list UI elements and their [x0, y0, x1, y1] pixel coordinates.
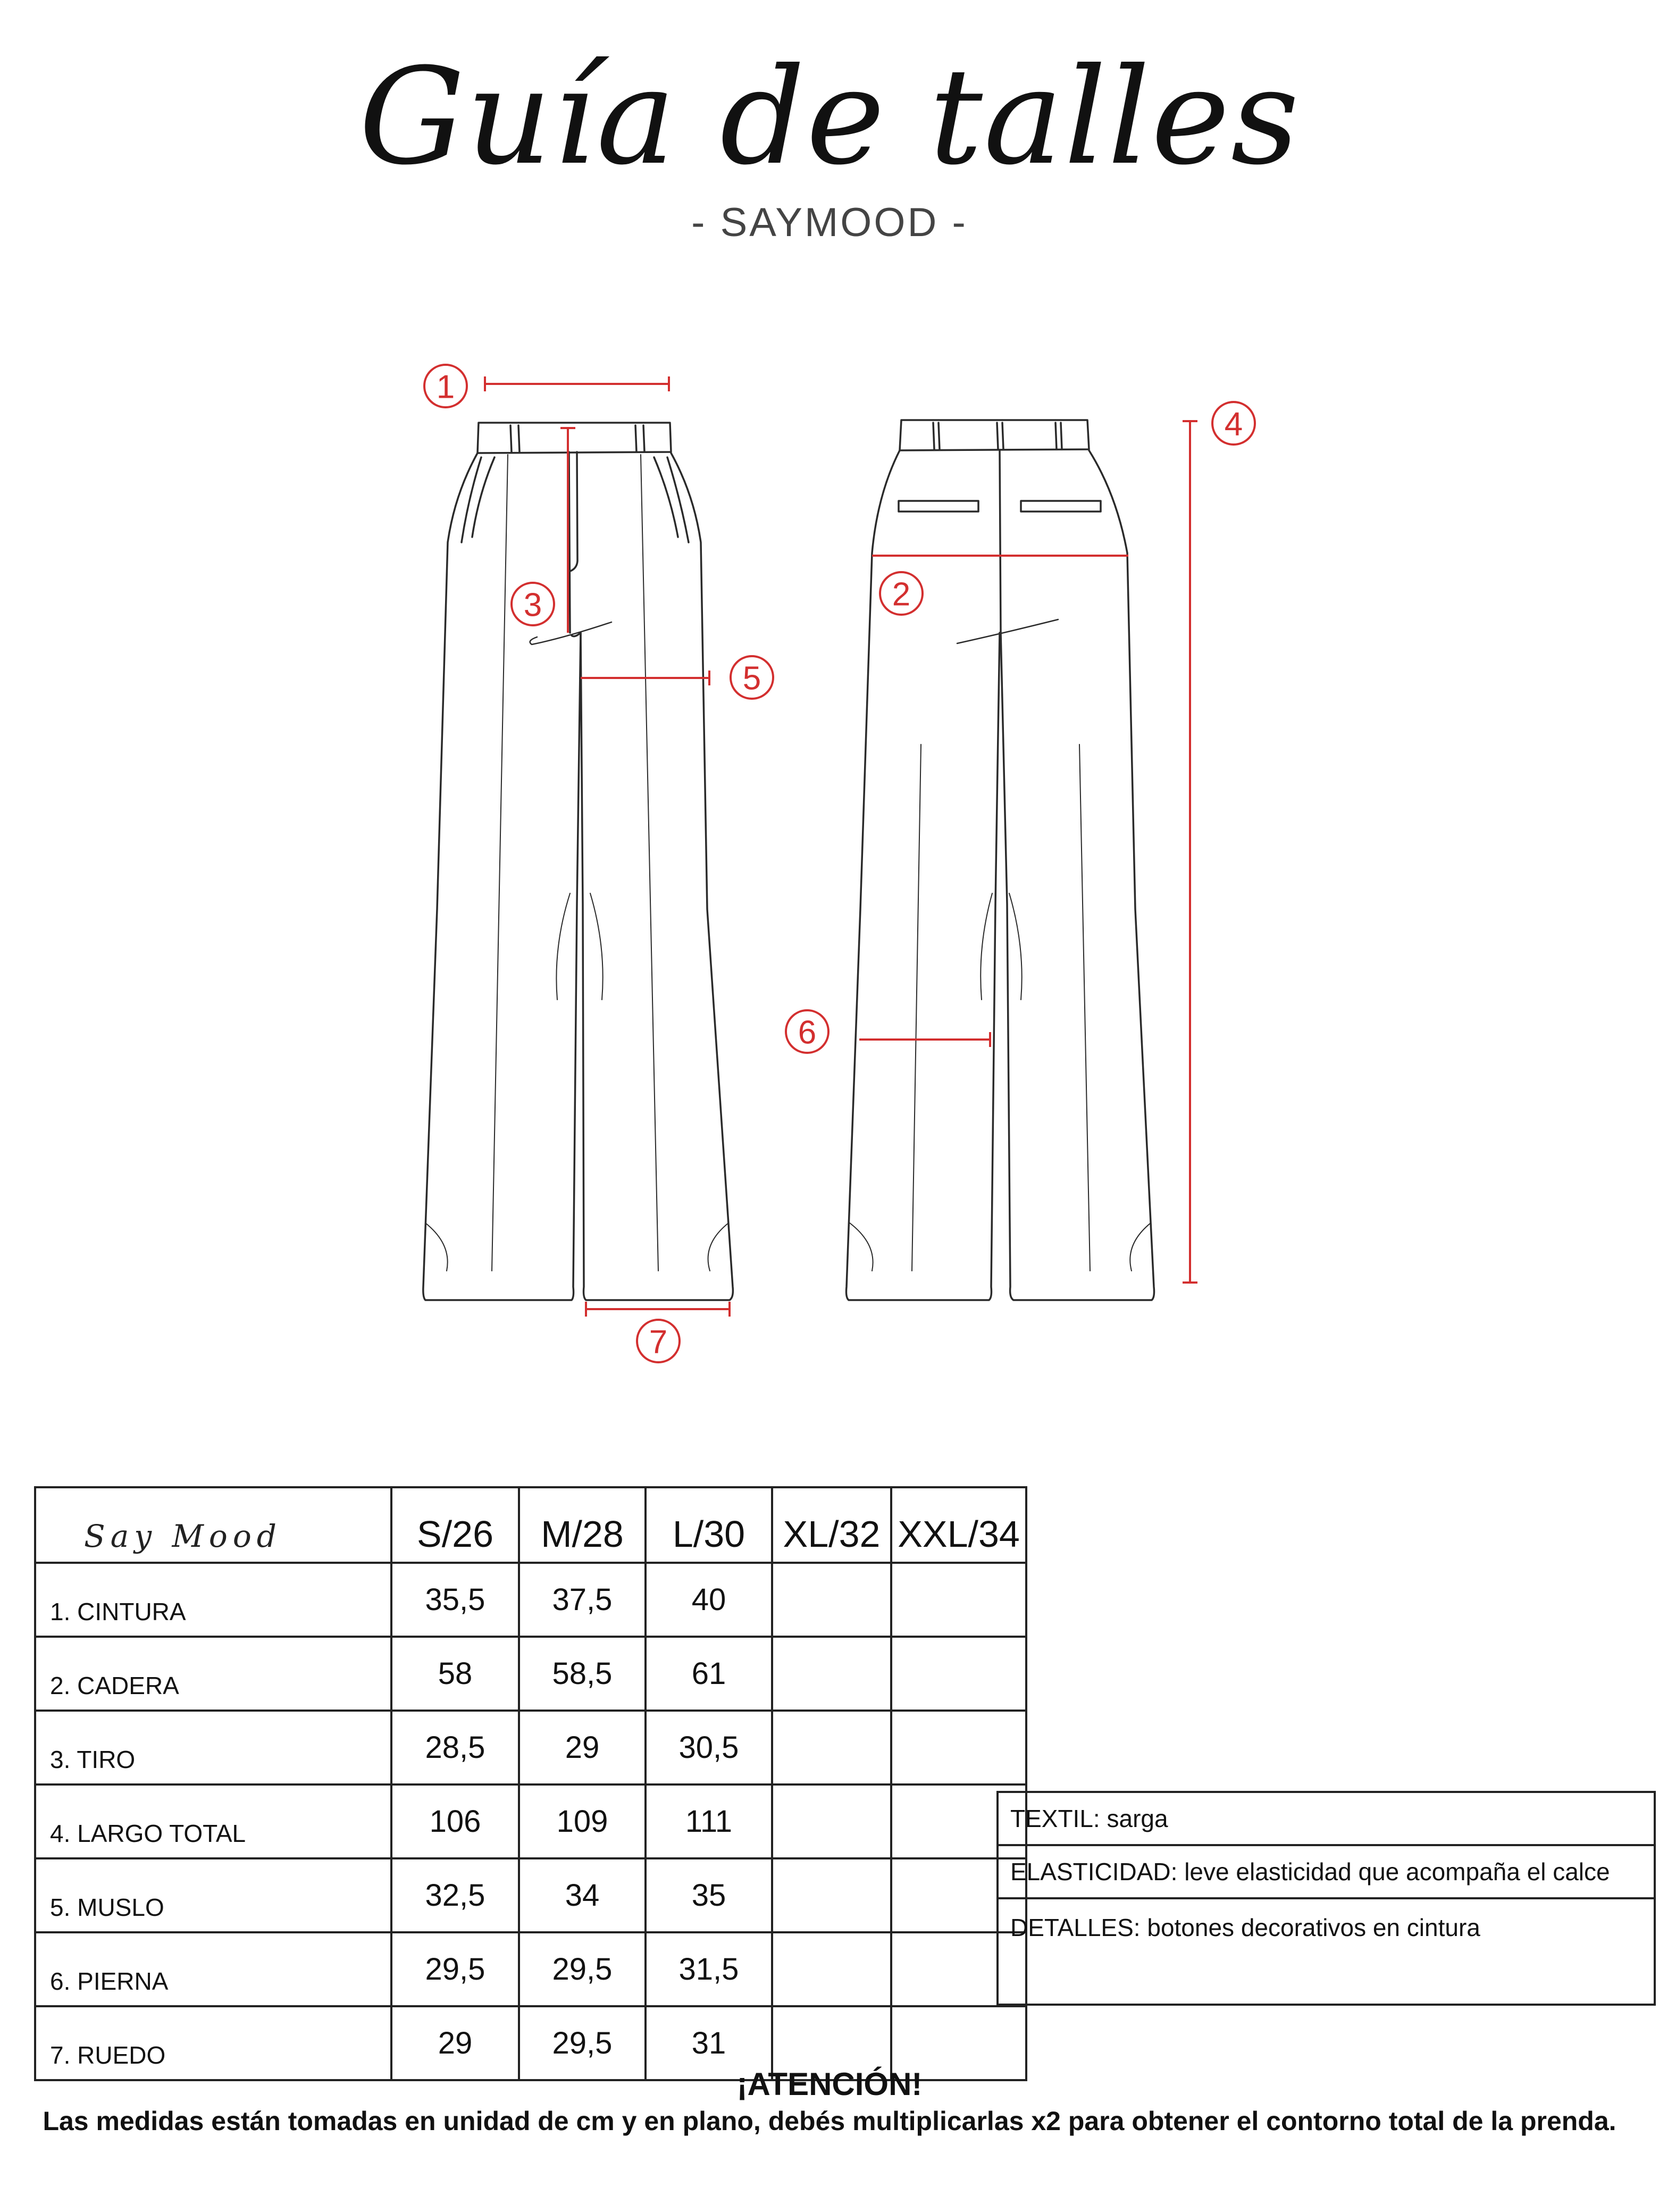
table-row [35, 1784, 1026, 1858]
table-cell [772, 1637, 891, 1711]
table-cell: 29,5 [391, 1932, 519, 2006]
details-table [996, 1791, 1656, 2006]
row-label: 7. RUEDO [35, 2006, 391, 2080]
table-cell [772, 1563, 891, 1637]
table-cell [891, 1637, 1026, 1711]
table-row [35, 1932, 1026, 2006]
table-cell: 58 [391, 1637, 519, 1711]
callout-5: 5 [742, 660, 761, 697]
table-cell: 29 [519, 1711, 646, 1784]
details-row [998, 1845, 1655, 1898]
notice-text: Las medidas están tomadas en unidad de cm y en plano, debés multiplicarlas x2 para obtener el contorno total de la prenda. [43, 2106, 1616, 2136]
table-cell: 32,5 [391, 1858, 519, 1932]
size-table [34, 1486, 1027, 2081]
callout-7: 7 [649, 1323, 668, 1361]
size-header: M/28 [519, 1487, 646, 1563]
details-row [998, 1898, 1655, 2005]
table-cell [891, 1563, 1026, 1637]
size-header: XXL/34 [891, 1487, 1026, 1563]
row-label: 6. PIERNA [35, 1932, 391, 2006]
row-label: 1. CINTURA [35, 1563, 391, 1637]
back-right-pocket [1021, 501, 1101, 512]
table-cell: 29,5 [519, 1932, 646, 2006]
table-row [35, 1637, 1026, 1711]
notice-title: ¡ATENCIÓN! [736, 2066, 923, 2102]
row-label: 5. MUSLO [35, 1858, 391, 1932]
callout-3: 3 [523, 586, 542, 624]
row-label: 2. CADERA [35, 1637, 391, 1711]
page-title: Guía de talles [358, 39, 1301, 194]
detail-detalles: DETALLES: botones decorativos en cintura [998, 1898, 1655, 2005]
table-cell: 35,5 [391, 1563, 519, 1637]
front-trousers-icon [423, 423, 733, 1300]
table-cell [772, 1784, 891, 1858]
table-row [35, 1563, 1026, 1637]
table-cell [772, 1858, 891, 1932]
size-header-row [35, 1487, 1026, 1563]
say-mood-logo: Say Mood [84, 1518, 282, 1554]
table-cell: 37,5 [519, 1563, 646, 1637]
logo-cell [35, 1487, 391, 1563]
size-header: S/26 [391, 1487, 519, 1563]
table-cell: 29 [391, 2006, 519, 2080]
table-cell: 29,5 [519, 2006, 646, 2080]
table-cell: 31 [646, 2006, 772, 2080]
callout-2: 2 [892, 576, 911, 613]
table-cell [772, 1932, 891, 2006]
size-header: L/30 [646, 1487, 772, 1563]
table-cell: 35 [646, 1858, 772, 1932]
row-label: 3. TIRO [35, 1711, 391, 1784]
table-cell: 109 [519, 1784, 646, 1858]
detail-textil: TEXTIL: sarga [998, 1792, 1655, 1845]
table-cell: 111 [646, 1784, 772, 1858]
table-cell: 28,5 [391, 1711, 519, 1784]
trousers-technical-drawing [0, 319, 1659, 1393]
brand-subtitle: - SAYMOOD - [691, 200, 968, 245]
table-cell: 40 [646, 1563, 772, 1637]
detail-elasticidad: ELASTICIDAD: leve elasticidad que acompaña el calce [998, 1845, 1655, 1898]
table-cell: 58,5 [519, 1637, 646, 1711]
table-cell: 30,5 [646, 1711, 772, 1784]
table-row [35, 1711, 1026, 1784]
back-trousers-icon [847, 420, 1154, 1300]
callout-4: 4 [1224, 406, 1243, 443]
table-row [35, 1858, 1026, 1932]
callout-6: 6 [798, 1014, 817, 1051]
row-label: 4. LARGO TOTAL [35, 1784, 391, 1858]
table-cell: 106 [391, 1784, 519, 1858]
table-cell [772, 1711, 891, 1784]
details-row [998, 1792, 1655, 1845]
back-left-pocket [899, 501, 978, 512]
table-cell: 61 [646, 1637, 772, 1711]
callout-1: 1 [436, 368, 455, 406]
size-header: XL/32 [772, 1487, 891, 1563]
table-cell [891, 1711, 1026, 1784]
table-cell: 34 [519, 1858, 646, 1932]
table-cell: 31,5 [646, 1932, 772, 2006]
